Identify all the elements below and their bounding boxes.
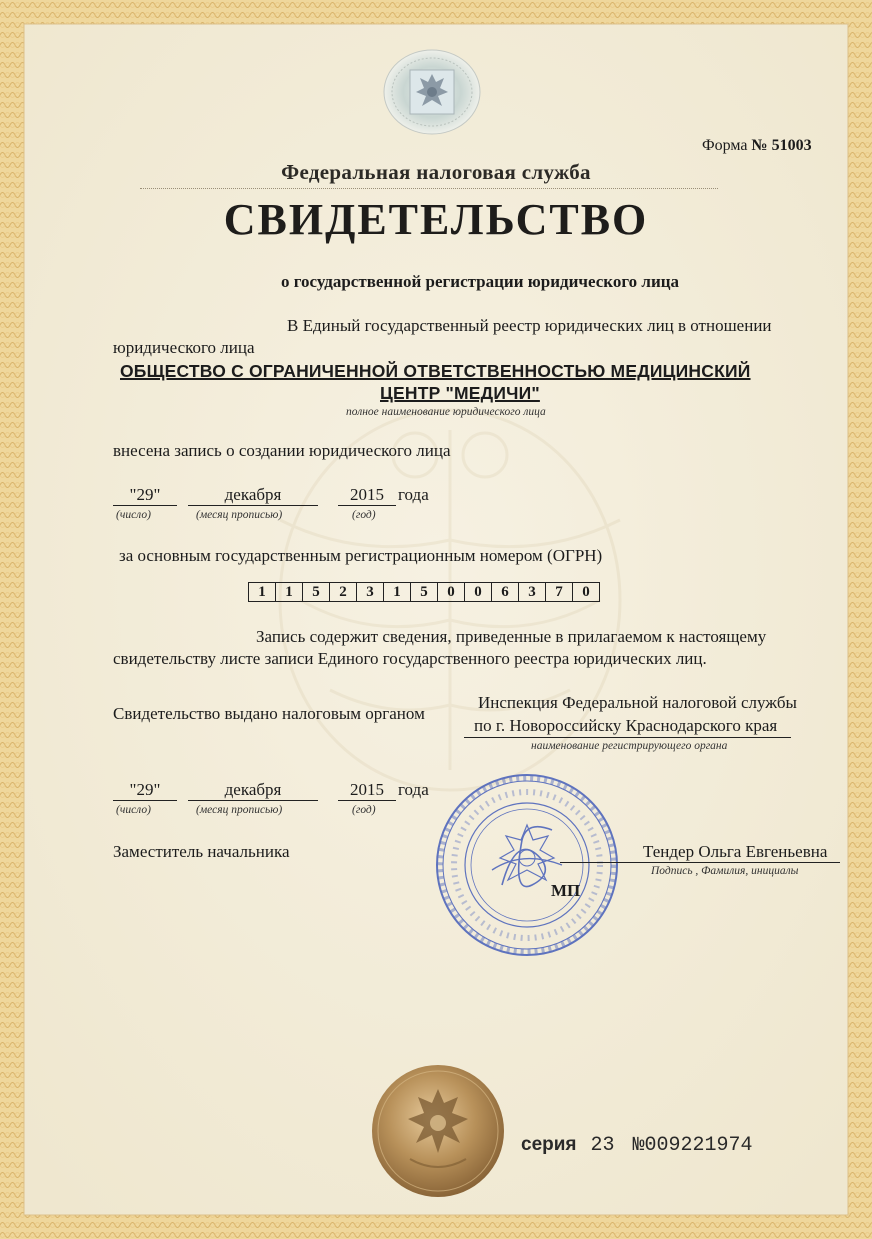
signer-name: Тендер Ольга Евгеньевна	[643, 842, 828, 861]
document-title: СВИДЕТЕЛЬСТВО	[223, 195, 649, 244]
issue-month: декабря	[188, 780, 318, 801]
serial-series: 23	[590, 1134, 615, 1157]
record-year-suffix: года	[398, 485, 429, 504]
issue-day: "29"	[113, 780, 177, 801]
issuing-service-title: Федеральная налоговая служба	[281, 160, 591, 184]
ogrn-digit: 3	[357, 583, 384, 601]
record-year-caption: (год)	[352, 509, 376, 521]
issuer-label: Свидетельство выдано налоговым органом	[113, 704, 425, 723]
stamp-place-mark: МП	[551, 881, 581, 900]
form-label: Форма	[702, 137, 748, 154]
ogrn-digit: 0	[582, 584, 590, 600]
record-month-caption: (месяц прописью)	[196, 509, 283, 521]
record-month: декабря	[188, 485, 318, 506]
issue-year: 2015	[338, 780, 396, 801]
serial-number-value: №009221974	[632, 1134, 753, 1157]
entity-name-line-1: ОБЩЕСТВО С ОГРАНИЧЕННОЙ ОТВЕТСТВЕННОСТЬЮ МЕДИЦИНСКИЙ	[120, 361, 751, 381]
ogrn-digit: 0	[438, 583, 465, 601]
issue-day-caption: (число)	[116, 804, 151, 816]
serial-number	[521, 1134, 753, 1157]
ogrn-label: за основным государственным регистрационным номером (ОГРН)	[119, 546, 603, 565]
record-year: 2015	[338, 485, 396, 506]
issue-year-caption: (год)	[352, 804, 376, 816]
signer-position: Заместитель начальника	[113, 842, 290, 861]
intro-line-1: В Единый государственный реестр юридических лиц в отношении	[287, 316, 772, 335]
ogrn-digit: 2	[330, 583, 357, 601]
ogrn-digit: 5	[303, 583, 330, 601]
official-stamp	[432, 770, 622, 960]
record-day: "29"	[113, 485, 177, 506]
signature-line	[560, 862, 840, 863]
contents-line-1: Запись содержит сведения, приведенные в прилагаемом к настоящему	[256, 627, 767, 646]
form-number	[702, 137, 812, 155]
ogrn-digit: 5	[411, 583, 438, 601]
issue-month-caption: (месяц прописью)	[196, 804, 283, 816]
ogrn-digit: 1	[276, 583, 303, 601]
ogrn-digit: 1	[384, 583, 411, 601]
entity-name-caption: полное наименование юридического лица	[346, 406, 546, 418]
ogrn-digit: 3	[519, 583, 546, 601]
gold-seal	[370, 1063, 506, 1199]
ogrn-digit: 6	[492, 583, 519, 601]
contents-line-2: свидетельству листе записи Единого государственного реестра юридических лиц.	[113, 649, 707, 668]
issuer-caption: наименование регистрирующего органа	[531, 740, 728, 752]
ogrn-digit: 1	[249, 583, 276, 601]
issue-year-suffix: года	[398, 780, 429, 799]
ogrn-digit: 0	[465, 583, 492, 601]
signature-caption: Подпись , Фамилия, инициалы	[651, 865, 799, 877]
hologram-emblem	[382, 48, 482, 136]
ogrn-number	[248, 582, 600, 602]
title-divider	[140, 188, 718, 189]
entity-name-line-2: ЦЕНТР "МЕДИЧИ"	[380, 383, 540, 403]
record-day-caption: (число)	[116, 509, 151, 521]
form-number-value: № 51003	[751, 137, 812, 154]
record-text: внесена запись о создании юридического лица	[113, 441, 451, 460]
ogrn-digit: 7	[546, 583, 573, 601]
issuer-name-line-1: Инспекция Федеральной налоговой службы	[478, 693, 797, 712]
serial-label: серия	[521, 1134, 577, 1155]
issuer-name-line-2: по г. Новороссийску Краснодарского края	[464, 716, 791, 738]
intro-line-2: юридического лица	[113, 338, 255, 357]
document-subtitle: о государственной регистрации юридического лица	[280, 272, 680, 291]
